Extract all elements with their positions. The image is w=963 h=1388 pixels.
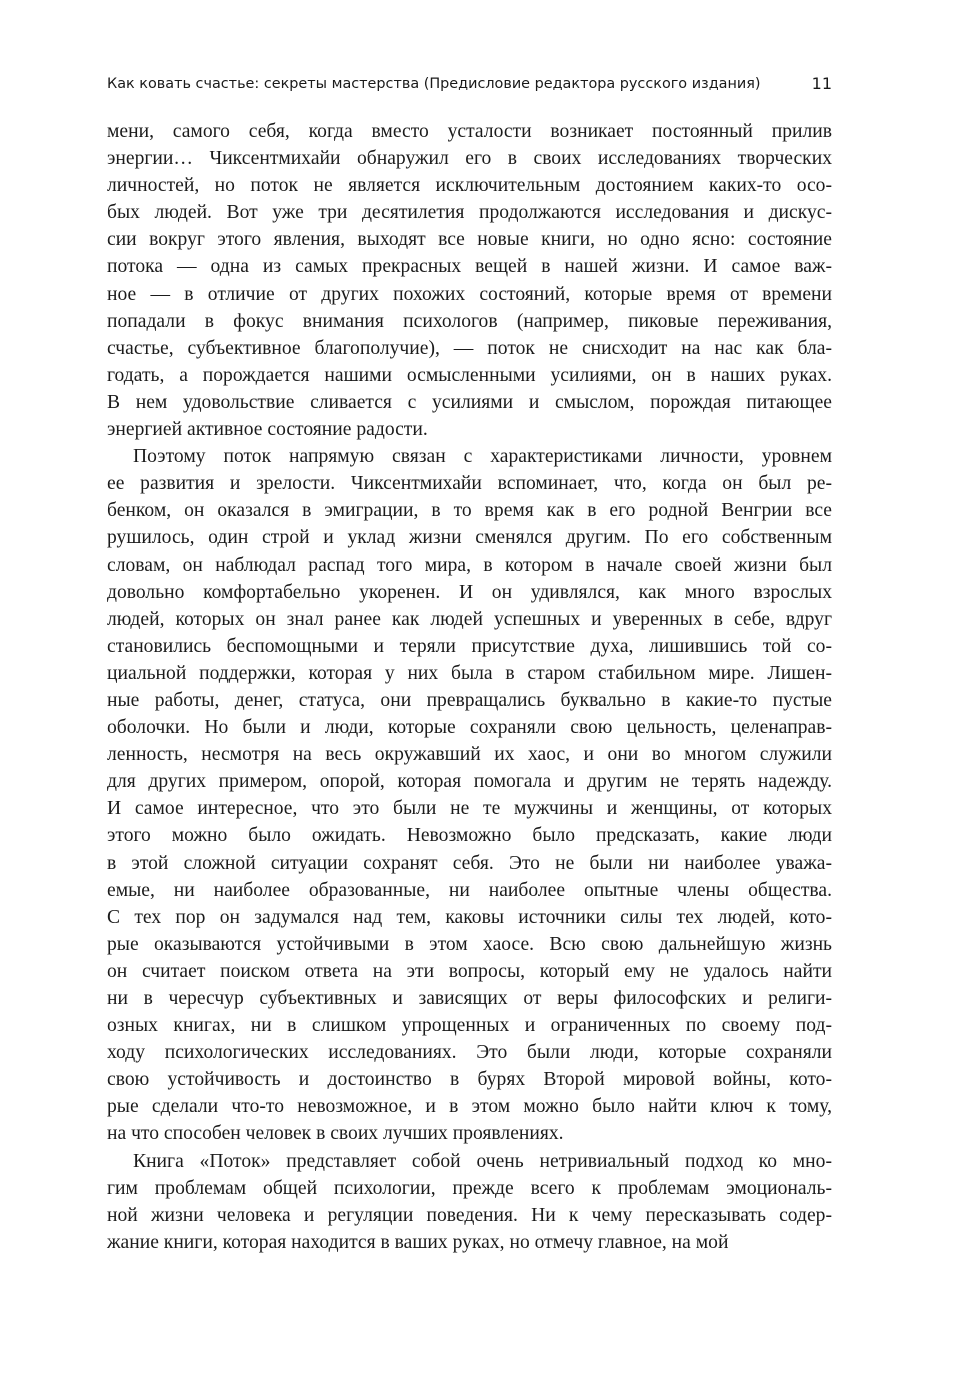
text-line: людей, которых он знал ранее как людей успешных и уверенных в себе, вдруг bbox=[107, 608, 832, 630]
text-line: мени, самого себя, когда вместо усталости возникает постоянный прилив bbox=[107, 121, 832, 142]
text-line: Поэтому поток напрямую связан с характеристиками личности, уровнем bbox=[133, 446, 832, 468]
text-line: счастье, субъективное благополучие), — поток не снисходит на нас как бла- bbox=[107, 337, 832, 359]
text-line: сии вокруг этого явления, выходят все новые книги, но одно ясно: состояние bbox=[107, 229, 832, 251]
text-line: потока — одна из самых прекрасных вещей в нашей жизни. И самое важ- bbox=[107, 256, 832, 278]
text-line: годать, а порождается нашими осмысленными усилиями, он в наших руках. bbox=[107, 364, 832, 386]
page-number: 11 bbox=[811, 74, 832, 93]
text-line: бенком, он оказался в эмиграции, в то время как в его родной Венгрии все bbox=[107, 500, 832, 522]
text-line: становились беспомощными и теряли присутствие духа, лишившись той со- bbox=[107, 635, 832, 657]
running-header bbox=[107, 76, 835, 96]
text-line: энергией активное состояние радости. bbox=[107, 419, 428, 441]
text-line: Книга «Поток» представляет собой очень нетривиальный подход ко мно- bbox=[133, 1150, 832, 1172]
text-line: ные работы, денег, статуса, они превращались буквально в какие-то пустые bbox=[107, 689, 832, 711]
text-line: оболочки. Но были и люди, которые сохраняли свою цельность, целенаправ- bbox=[107, 717, 832, 739]
text-line: С тех пор он задумался над тем, каковы источники силы тех людей, кото- bbox=[107, 906, 832, 928]
paragraph bbox=[107, 1148, 832, 1256]
text-line: рушилось, один строй и уклад жизни сменялся другим. По его собственным bbox=[107, 527, 832, 549]
text-line: ной жизни человека и регуляции поведения. Ни к чему пересказывать содер- bbox=[107, 1204, 832, 1226]
paragraph bbox=[107, 118, 832, 443]
text-line: он считает поиском ответа на эти вопросы, который ему не удалось найти bbox=[107, 960, 832, 982]
text-line: рые оказываются устойчивыми в этом хаосе. Всю свою дальнейшую жизнь bbox=[107, 933, 832, 955]
text-line: ное — в отличие от других похожих состояний, которые время от времени bbox=[107, 283, 832, 305]
text-line: энергии… Чиксентмихайи обнаружил его в своих исследованиях творческих bbox=[107, 148, 832, 170]
text-line: циальной поддержки, которая у них была в старом стабильном мире. Лишен- bbox=[107, 662, 832, 684]
text-line: для других примером, опорой, которая помогала и другим не терять надежду. bbox=[107, 771, 832, 793]
text-line: личностей, но поток не является исключительным достоянием каких-то осо- bbox=[107, 175, 832, 197]
text-line: ее развития и зрелости. Чиксентмихайи вспоминает, что, когда он был ре- bbox=[107, 473, 832, 495]
text-line: В нем удовольствие сливается с усилиями и смыслом, порождая питающее bbox=[107, 391, 832, 413]
text-line: жание книги, которая находится в ваших руках, но отмечу главное, на мой bbox=[107, 1231, 729, 1253]
text-line: свою устойчивость и достоинство в бурях Второй мировой войны, кото- bbox=[107, 1069, 832, 1091]
paragraph bbox=[107, 443, 832, 1147]
text-line: ни в чересчур субъективных и зависящих от веры философских и религи- bbox=[107, 988, 832, 1009]
body-text bbox=[107, 118, 832, 1256]
text-line: И самое интересное, что это были не те мужчины и женщины, от которых bbox=[107, 798, 832, 820]
text-line: рые сделали что-то невозможное, и в этом можно было найти ключ к тому, bbox=[107, 1096, 832, 1118]
text-line: этого можно было ожидать. Невозможно было предсказать, какие люди bbox=[107, 825, 832, 847]
text-line: ходу психологических исследованиях. Это были люди, которые сохраняли bbox=[107, 1042, 832, 1064]
text-line: озных книгах, ни в слишком упрощенных и ограниченных по своему под- bbox=[107, 1015, 832, 1037]
text-line: бых людей. Вот уже три десятилетия продолжаются исследования и дискус- bbox=[107, 202, 832, 224]
running-title: Как ковать счастье: секреты мастерства (Предисловие редактора русского издания) bbox=[107, 76, 761, 92]
text-line: довольно комфортабельно укоренен. И он удивлялся, как много взрослых bbox=[107, 581, 832, 603]
text-line: ленность, несмотря на весь окружавший их хаос, и они во многом служили bbox=[107, 744, 832, 766]
text-line: на что способен человек в своих лучших проявлениях. bbox=[107, 1123, 564, 1145]
text-line: емые, ни наиболее образованные, ни наиболее опытные члены общества. bbox=[107, 879, 832, 901]
text-line: гим проблемам общей психологии, прежде всего к проблемам эмоциональ- bbox=[107, 1177, 832, 1199]
text-line: словам, он наблюдал распад того мира, в котором в начале своей жизни был bbox=[107, 554, 832, 576]
text-line: попадали в фокус внимания психологов (например, пиковые переживания, bbox=[107, 310, 832, 332]
text-line: в этой сложной ситуации сохранят себя. Это не были ни наиболее уважа- bbox=[107, 852, 832, 874]
